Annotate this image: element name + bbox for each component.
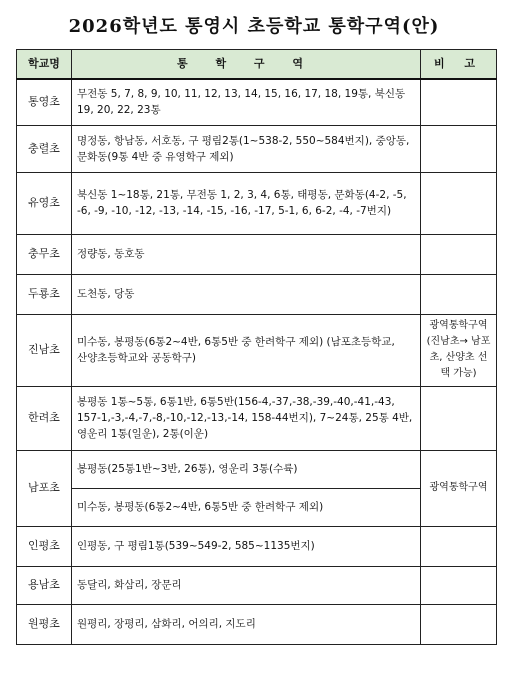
district-area: 정량동, 동호동 bbox=[72, 234, 421, 274]
remarks: 광역통학구역 (진남초→ 남포초, 산양초 선택 가능) bbox=[421, 314, 497, 386]
district-area: 원평리, 장평리, 삼화리, 어의리, 지도리 bbox=[72, 604, 421, 644]
district-area: 동달리, 화삼리, 장문리 bbox=[72, 566, 421, 604]
table-row bbox=[17, 125, 497, 172]
district-area: 무전동 5, 7, 8, 9, 10, 11, 12, 13, 14, 15, 16, 17, 18, 19통, 북신동 19, 20, 22, 23통 bbox=[72, 79, 421, 125]
remarks bbox=[421, 566, 497, 604]
school-name: 충렬초 bbox=[17, 125, 72, 172]
school-district-table bbox=[16, 49, 497, 645]
remarks bbox=[421, 604, 497, 644]
district-area: 명정동, 항남동, 서호동, 구 평림2통(1~538-2, 550~584번지), 중앙동, 문화동(9통 4반 중 유영학구 제외) bbox=[72, 125, 421, 172]
district-area: 봉평동(25통1반~3반, 26통), 영운리 3통(수륙) bbox=[72, 450, 421, 488]
table-header-row bbox=[17, 50, 497, 80]
remarks bbox=[421, 526, 497, 566]
district-area: 북신동 1~18통, 21통, 무전동 1, 2, 3, 4, 6통, 태평동, 문화동(4-2, -5, -6, -9, -10, -12, -13, -14, -15, -16, -17, 5-1, 6, 6-2, -4, -7번지) bbox=[72, 172, 421, 234]
table-row bbox=[17, 526, 497, 566]
remarks bbox=[421, 172, 497, 234]
district-area: 미수동, 봉평동(6통2~4반, 6통5반 중 한려학구 제외) bbox=[72, 488, 421, 526]
remarks bbox=[421, 234, 497, 274]
district-area: 미수동, 봉평동(6통2~4반, 6통5반 중 한려학구 제외) (남포초등학교, 산양초등학교와 공동학구) bbox=[72, 314, 421, 386]
table-row bbox=[17, 604, 497, 644]
header-district: 통 학 구 역 bbox=[72, 50, 421, 80]
remarks bbox=[421, 274, 497, 314]
district-area: 도천동, 당동 bbox=[72, 274, 421, 314]
remarks bbox=[421, 125, 497, 172]
school-name: 유영초 bbox=[17, 172, 72, 234]
district-area: 인평동, 구 평림1통(539~549-2, 585~1135번지) bbox=[72, 526, 421, 566]
remarks: 광역통학구역 bbox=[421, 450, 497, 526]
school-name: 원평초 bbox=[17, 604, 72, 644]
page-title: 2026학년도 통영시 초등학교 통학구역(안) bbox=[68, 16, 440, 37]
table-row bbox=[17, 234, 497, 274]
header-school: 학교명 bbox=[17, 50, 72, 80]
school-name: 충무초 bbox=[17, 234, 72, 274]
school-name: 인평초 bbox=[17, 526, 72, 566]
table-row bbox=[17, 314, 497, 386]
school-name: 남포초 bbox=[17, 450, 72, 526]
table-row bbox=[17, 566, 497, 604]
table-row bbox=[17, 386, 497, 450]
table-row bbox=[17, 79, 497, 125]
school-name: 한려초 bbox=[17, 386, 72, 450]
remarks bbox=[421, 79, 497, 125]
school-name: 용남초 bbox=[17, 566, 72, 604]
school-name: 통영초 bbox=[17, 79, 72, 125]
school-name: 진남초 bbox=[17, 314, 72, 386]
district-area: 봉평동 1통~5통, 6통1반, 6통5반(156-4,-37,-38,-39,-40,-41,-43, 157-1,-3,-4,-7,-8,-10,-12,-13,-14, 158-44번지), 7~24통, 25통 4반, 영운리 1통(일운), 2통(이운) bbox=[72, 386, 421, 450]
header-remarks: 비 고 bbox=[421, 50, 497, 80]
table-row bbox=[17, 274, 497, 314]
school-name: 두룡초 bbox=[17, 274, 72, 314]
table-row bbox=[17, 172, 497, 234]
remarks bbox=[421, 386, 497, 450]
table-row bbox=[17, 450, 497, 488]
